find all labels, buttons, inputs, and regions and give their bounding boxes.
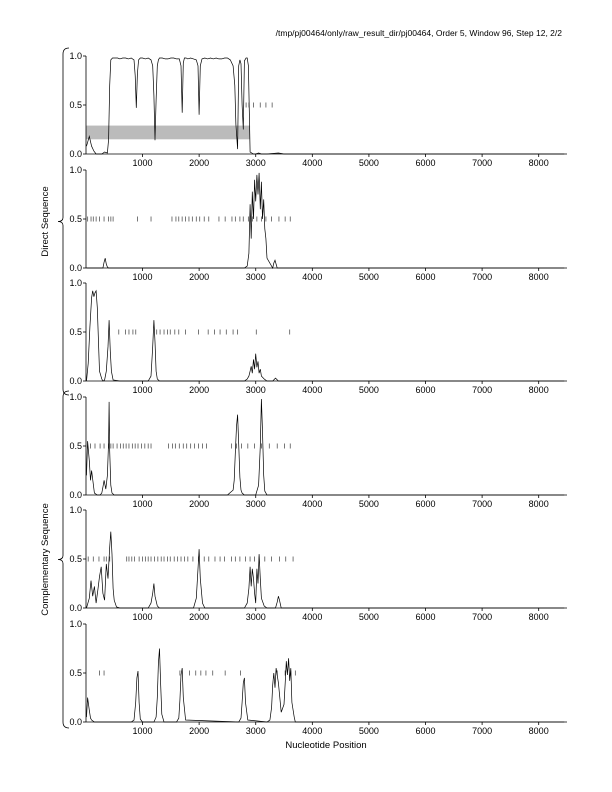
x-tick-label: 1000: [132, 272, 153, 282]
plot-panel-6: [69, 619, 567, 736]
x-tick-label: 4000: [302, 499, 323, 509]
x-tick-label: 5000: [358, 499, 379, 509]
x-tick-label: 1000: [132, 612, 153, 622]
data-series-line: [87, 173, 565, 268]
x-axis-title: Nucleotide Position: [285, 740, 367, 751]
y-tick-label: 0.0: [69, 490, 82, 500]
y-tick-label: 0.5: [69, 441, 82, 451]
group-label-direct: Direct Sequence: [40, 186, 51, 257]
x-tick-label: 6000: [415, 272, 436, 282]
x-tick-label: 5000: [358, 385, 379, 395]
plot-panel-5: [69, 505, 567, 622]
x-tick-label: 5000: [358, 612, 379, 622]
x-tick-label: 1000: [132, 385, 153, 395]
y-tick-label: 0.0: [69, 263, 82, 273]
group-brace: [58, 391, 69, 728]
x-tick-label: 2000: [189, 499, 210, 509]
x-tick-label: 6000: [415, 499, 436, 509]
shaded-region: [86, 126, 250, 140]
x-tick-label: 4000: [302, 726, 323, 736]
x-tick-label: 4000: [302, 272, 323, 282]
y-tick-label: 1.0: [69, 51, 82, 61]
x-tick-label: 8000: [528, 612, 549, 622]
plot-panel-1: [69, 51, 567, 168]
y-tick-label: 0.5: [69, 327, 82, 337]
x-tick-label: 4000: [302, 385, 323, 395]
data-series-line: [87, 649, 565, 723]
x-tick-label: 3000: [245, 158, 266, 168]
y-tick-label: 0.0: [69, 717, 82, 727]
y-tick-label: 0.5: [69, 668, 82, 678]
y-tick-label: 1.0: [69, 505, 82, 515]
y-tick-label: 1.0: [69, 278, 82, 288]
x-tick-label: 8000: [528, 499, 549, 509]
y-tick-label: 1.0: [69, 165, 82, 175]
group-label-complementary: Complementary Sequence: [40, 503, 51, 616]
x-tick-label: 3000: [245, 612, 266, 622]
y-tick-label: 0.0: [69, 603, 82, 613]
x-tick-label: 5000: [358, 158, 379, 168]
x-tick-label: 7000: [472, 385, 493, 395]
data-series-line: [87, 399, 565, 495]
y-tick-label: 1.0: [69, 619, 82, 629]
y-tick-label: 0.5: [69, 214, 82, 224]
x-tick-label: 7000: [472, 272, 493, 282]
plot-panel-2: [69, 165, 567, 282]
x-tick-label: 8000: [528, 726, 549, 736]
y-tick-label: 0.0: [69, 376, 82, 386]
y-tick-label: 0.0: [69, 149, 82, 159]
x-tick-label: 2000: [189, 158, 210, 168]
y-tick-label: 0.5: [69, 554, 82, 564]
x-tick-label: 2000: [189, 612, 210, 622]
plot-panels: [58, 48, 567, 736]
x-tick-label: 5000: [358, 726, 379, 736]
x-tick-label: 7000: [472, 499, 493, 509]
x-tick-label: 2000: [189, 726, 210, 736]
figure-header: /tmp/pj00464/only/raw_result_dir/pj00464, Order 5, Window 96, Step 12, 2/2: [275, 28, 562, 38]
group-brace: [58, 48, 69, 395]
x-tick-label: 8000: [528, 385, 549, 395]
x-tick-label: 2000: [189, 272, 210, 282]
x-tick-label: 7000: [472, 158, 493, 168]
x-tick-label: 1000: [132, 158, 153, 168]
x-tick-label: 7000: [472, 612, 493, 622]
x-tick-label: 1000: [132, 726, 153, 736]
data-series-line: [87, 58, 565, 154]
x-tick-label: 6000: [415, 158, 436, 168]
x-tick-label: 8000: [528, 158, 549, 168]
x-tick-label: 4000: [302, 158, 323, 168]
x-tick-label: 3000: [245, 499, 266, 509]
x-tick-label: 4000: [302, 612, 323, 622]
x-tick-label: 6000: [415, 726, 436, 736]
x-tick-label: 1000: [132, 499, 153, 509]
y-tick-label: 0.5: [69, 100, 82, 110]
x-tick-label: 8000: [528, 272, 549, 282]
x-tick-label: 3000: [245, 726, 266, 736]
x-tick-label: 3000: [245, 385, 266, 395]
sequence-group-labels: [40, 186, 51, 615]
x-tick-label: 2000: [189, 385, 210, 395]
data-series-line: [87, 532, 565, 608]
x-tick-label: 3000: [245, 272, 266, 282]
data-series-line: [87, 291, 565, 381]
plot-panel-3: [69, 278, 567, 395]
x-tick-label: 5000: [358, 272, 379, 282]
plot-panel-4: [69, 392, 567, 509]
x-tick-label: 7000: [472, 726, 493, 736]
x-tick-label: 6000: [415, 385, 436, 395]
x-tick-label: 6000: [415, 612, 436, 622]
y-tick-label: 1.0: [69, 392, 82, 402]
